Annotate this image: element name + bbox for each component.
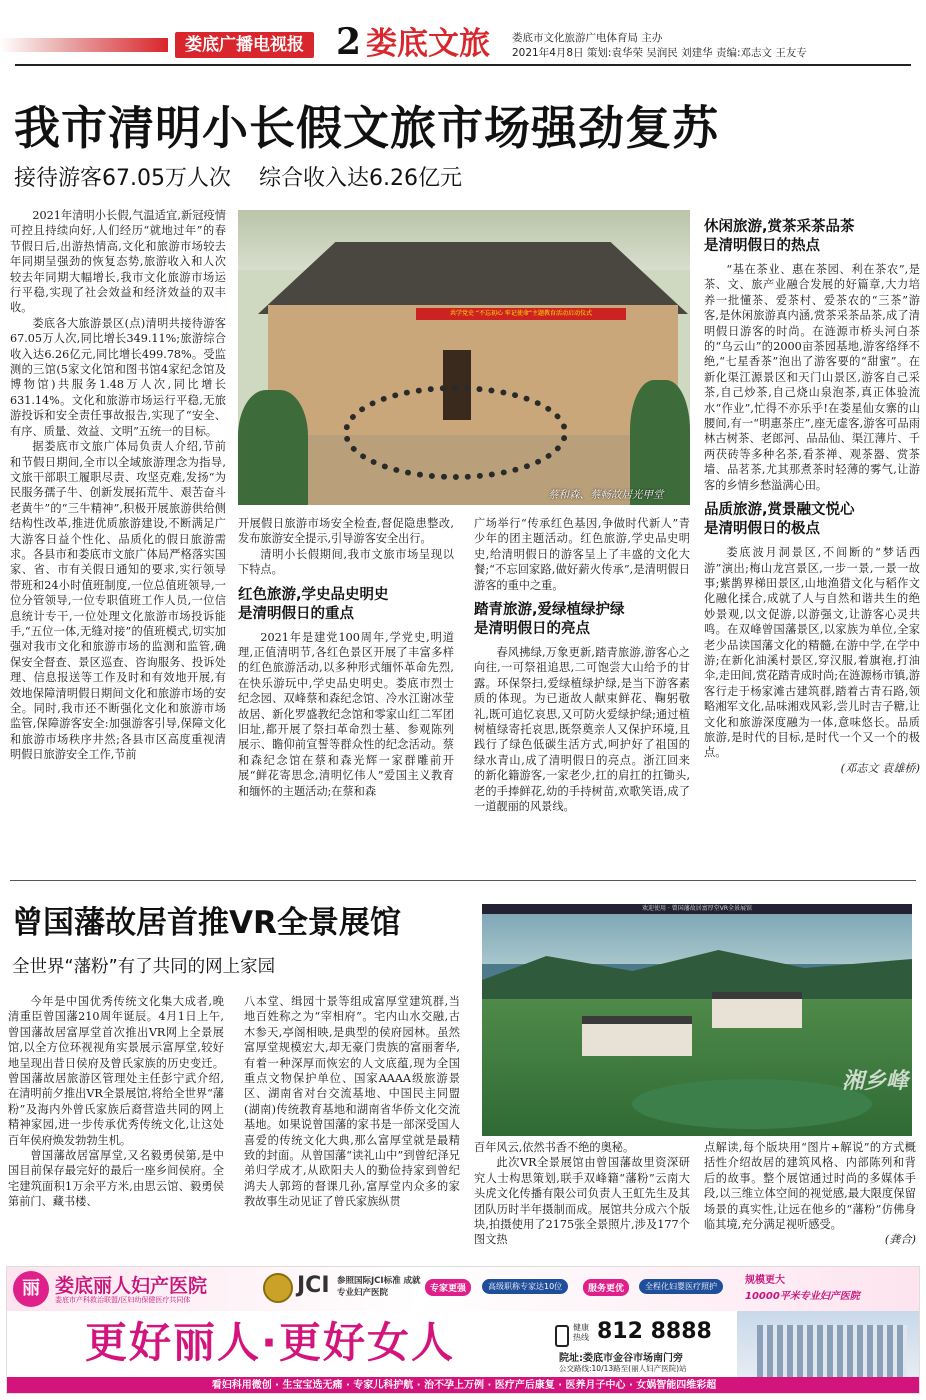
story-divider bbox=[10, 880, 916, 881]
story1-column-3 bbox=[474, 516, 690, 848]
vr-building bbox=[582, 1016, 692, 1056]
badge-experts: 专家更强 bbox=[425, 1279, 471, 1296]
paragraph: “基在茶业、惠在茶园、利在茶农”,是茶、文、旅产业融合发展的好篇章,大力培养一批懂茶、爱茶村、爱茶农的“三茶”游客,是休闲旅游真内涵,赏茶采茶品茶,成了清明假日游客的时尚。在涟源市桥头河白茶的“乌云山”的2000亩茶园基地,游客络绎不绝,“七星香茶”泡出了游客要的“甜蜜”。在新化渠江源景区和天门山景区,游客自己采茶,自己炒茶,自己烧山泉泡茶,真正体验流水“作业”,忙得不亦乐乎!在娄星仙女寨的山腰间,有一“明惠茶庄”,座无虚客,游客可品雨林古树茶、老郎河、品品仙、渠江薄片、千两茯砖等多种名茶,看茶禅、观茶器、赏茶墙、品茗茶,尤其那煮茶时轻薄的雾气,让游客的乡情乡愁溢满心田。 bbox=[704, 263, 920, 492]
paragraph: 广场举行“传承红色基因,争做时代新人”青少年的团主题活动。红色旅游,学史品史明史,给清明假日的游客呈上了丰盛的文化大餐;“不忘回家路,做好薪火传承”,是清明假日游客的重中之重。 bbox=[474, 517, 690, 592]
section-title: 娄底文旅 bbox=[366, 26, 490, 62]
subheading-green-tourism: 踏青旅游,爱绿植绿护绿 是清明假日的亮点 bbox=[474, 602, 625, 638]
scale-text: 10000平米专业妇产医院 bbox=[745, 1291, 860, 1302]
masthead bbox=[0, 0, 926, 62]
paragraph: 曾国藩故居富厚堂,又名毅勇侯第,是中国目前保存最完好的最后一座乡间侯府。全宅建筑面积1万余平方米,由思云馆、毅勇侯第前门、藏书楼、 bbox=[8, 1149, 224, 1209]
bus-route: 公交路线:10/13路至(丽人妇产医院)站 bbox=[559, 1364, 687, 1373]
ad-bottom-strip: 看妇科用微创 · 生宝宝选无痛 · 专家儿科护航 · 治不孕上万例 · 医疗产后康复 · 医养月子中心 · 女娲智能四维彩超 bbox=[7, 1377, 920, 1394]
story2-column-4 bbox=[704, 1140, 916, 1252]
story1-column-2 bbox=[238, 516, 454, 848]
story2-column-3 bbox=[474, 1140, 690, 1252]
jci-logo: JCI bbox=[297, 1273, 330, 1298]
story1-column-4 bbox=[704, 218, 920, 866]
paragraph: 2021年清明小长假,气温适宜,新冠疫情可控且持续向好,人们经历“就地过年”的春节假日后,出游热情高,文化和旅游市场较去年同期呈强劲的恢复态势,旅游收入和人次较去年同期大幅增长,我市文化旅游市场运行平稳,实现了社会效益和经济效益的双丰收。 bbox=[10, 209, 226, 315]
badge-service: 服务更优 bbox=[583, 1279, 629, 1296]
hospital-subtitle: 娄底市产科救治联盟/区妇幼保健医疗共同体 bbox=[55, 1296, 191, 1304]
hospital-building-image bbox=[737, 1311, 920, 1377]
paragraph: 清明小长假期间,我市文旅市场呈现以下特点。 bbox=[238, 547, 454, 577]
vr-title-bar: 欢迎使用 · 曾国藩故居富厚堂VR全景展馆 bbox=[482, 904, 912, 914]
hospital-name: 娄底丽人妇产医院 bbox=[55, 1275, 208, 1297]
story1-subhead: 接待游客67.05万人次 综合收入达6.26亿元 bbox=[14, 166, 462, 191]
paragraph: 开展假日旅游市场安全检查,督促隐患整改,发布旅游安全提示,引导游客安全出行。 bbox=[238, 517, 454, 546]
paragraph: 点解读,每个版块用“图片+解说”的方式概括性介绍故居的建筑风格、内部陈列和背后的故事。整个展馆通过时尚的多媒体手段,以三维立体空间的视觉感,最大限度保留场景的真实性,让远在他乡的“藩粉”仿佛身临其境,充分满足视听感受。 bbox=[704, 1141, 916, 1232]
badge-experts-text: 高级职称专家达10位 bbox=[482, 1279, 568, 1294]
jci-text: 参照国际JCI标准 成就专业妇产医院 bbox=[337, 1276, 421, 1298]
byline: (邓志文 袁雄桥) bbox=[840, 761, 920, 775]
vr-building bbox=[712, 992, 802, 1028]
photo-plants bbox=[238, 390, 308, 505]
photo-caption: 蔡和森、蔡畅故居光甲堂 bbox=[548, 489, 664, 501]
story2-column-2 bbox=[244, 994, 460, 1252]
story2-column-1 bbox=[8, 994, 224, 1252]
paragraph: 娄底波月洞景区,不间断的“梦话西游”演出;梅山龙宫景区,一步一景,一景一故事;紫鹊界梯田景区,山地渔猎文化与稻作文化融化揉合,成就了人与自然和谐共生的绝妙景观,以文促游,以游强文,让游客心灵共鸣。在双峰曾国藩景区,以家族为单位,全家老少品读国藩文化的精髓,在游中学,在学中游;在新化油溪村景区,穿汉服,着旗袍,打油伞,走田间,赏花踏青成时尚;在涟源杨市镇,游客行走于杨家滩古建筑群,踏着古青石路,领略湘军文化,品味湘戏风彩,尝儿时吉子糖,让文化和旅游深度融为一体,意味悠长。品质旅游,是时代的目标,是时代一个又一个的极点。 bbox=[704, 546, 920, 760]
byline: (龚合) bbox=[884, 1233, 916, 1247]
paragraph: 春风拂绿,万象更新,踏青旅游,游客心之向往,一可祭祖追思,二可饱尝大山给予的甘露。环保祭扫,爱绿植绿护绿,是当下游客素质的体现。为已逝故人献束鲜花、鞠躬敬礼,既可追忆哀思,又可防火爱绿护绿;通过植树植绿寄托哀思,既祭奠亲人又保护环境,且践行了绿色低碳生活方式,呵护好了祖国的绿水青山,成了清明假日的亮点。浙江回来的新化籍游客,一家老少,扛的肩扛的扛锄头,老的手捧鲜花,幼的手持树苗,欢歌笑语,成了一道靓丽的风景线。 bbox=[474, 646, 690, 814]
paragraph: 今年是中国优秀传统文化集大成者,晚清重臣曾国藩210周年诞辰。4月1日上午,曾国藩故居富厚堂首次推出VR网上全景展馆,以全方位环视视角实景展示富厚堂,较好地呈现出昔日侯府及曾氏家族的历史变迁。曾国藩故居旅游区管理处主任彭宁武介绍,在清明前夕推出VR全景展馆,将给全世界“藩粉”及海内外曾氏家族后裔营造共同的网上精神家园,进一步传承优秀传统文化,让这处百年侯府焕发勃勃生机。 bbox=[8, 995, 224, 1147]
page-number: 2 bbox=[336, 21, 362, 63]
organizer: 娄底市文化旅游广电体育局 主办 bbox=[512, 32, 663, 44]
hotline-label: 健康热线 bbox=[573, 1323, 589, 1342]
badge-service-text: 全程化妇婴医疗照护 bbox=[639, 1279, 723, 1294]
vr-pond bbox=[632, 1079, 872, 1129]
brand-bar-left bbox=[0, 38, 168, 52]
hospital-advertisement bbox=[6, 1266, 920, 1394]
story1-column-1 bbox=[10, 208, 226, 848]
story1-headline: 我市清明小长假文旅市场强劲复苏 bbox=[14, 101, 719, 155]
paragraph: 据娄底市文旅广体局负责人介绍,节前和节假日期间,全市以全域旅游理念为指导,文旅干部职工履职尽责、攻坚克难,发扬“为民服务孺子牛、创新发展拓荒牛、艰苦奋斗老黄牛”的“三牛精神”,积极开展旅游供给侧结构性改革,推进优质旅游建设,不断满足广大游客日益个性化、品质化的假日旅游需求。各县市和娄底市文旅广体局严格落实国家、省、市有关假日通知的要求,实行领导带班和24小时值班制度,一位总值班领导,一位分管领导,一位专职值班工作人员,一位信息统计专干,一位处理文化旅游市场投诉能手,“五位一体,无缝对接”的值班模式,切实加强对我市文化和旅游市场的监测和监管,确保安全督查、景区巡查、咨询服务、投诉处理、信息报送等工作及时和有效地开展,有效地保障清明假日期间文化和旅游市场的安全。同时,我市还不断强化文化和旅游市场监管,保障游客安全:加强游客引导,保障文化和旅游市场秩序井然;各县市区高度重视清明假日旅游安全工作,节前 bbox=[10, 440, 226, 762]
phone-icon bbox=[555, 1325, 569, 1347]
newspaper-brand: 娄底广播电视报 bbox=[175, 32, 314, 58]
vr-panorama-screenshot bbox=[482, 904, 912, 1136]
jci-seal-icon bbox=[263, 1273, 293, 1303]
subheading-tea-tourism: 休闲旅游,赏茶采茶品茶 是清明假日的热点 bbox=[704, 219, 855, 254]
photo-banner: 共学党史 “不忘初心 牢记使命”主题教育活动启动仪式 bbox=[416, 308, 626, 320]
paragraph: 2021年是建党100周年,学党史,明道理,正值清明节,各红色景区开展了丰富多样的红色旅游活动,以多种形式缅怀革命先烈,在快乐游玩中,学史品史明史。娄底市烈士纪念园、双峰蔡和森纪念馆、冷水江谢冰莹故居、新化罗盛教纪念馆和零家山红二军团旧址,都开展了祭扫革命烈士墓、参观陈列展示、瞻仰前宣誓等群众性的纪念活动。蔡和森纪念馆在蔡和森光辉一家群雕前开展“鲜花寄思念,清明忆伟人”爱国主义教育和缅怀的主题活动;在蔡和森 bbox=[238, 630, 454, 798]
subheading-red-tourism: 红色旅游,学史品史明史 是清明假日的重点 bbox=[238, 586, 389, 622]
paragraph: 娄底各大旅游景区(点)清明共接待游客67.05万人次,同比增长349.11%;旅游综合收入达6.26亿元,同比增长499.78%。受监测的三馆(5家文化馆和图书馆4家纪念馆及博物馆)共服务1.48万人次,同比增长631.14%。文化和旅游市场运行平稳,无旅游投诉和安全责任事故报告,实现了“安全、有序、质量、效益、文明”五统一的目标。 bbox=[10, 316, 226, 438]
hotline-number: 812 8888 bbox=[597, 1319, 712, 1344]
photo-crowd-circle bbox=[343, 385, 568, 480]
building-facade bbox=[757, 1325, 907, 1377]
story2-headline: 曾国藩故居首推VR全景展馆 bbox=[12, 905, 401, 941]
hospital-logo-icon: 丽 bbox=[13, 1271, 49, 1307]
vr-watermark: 湘乡峰 bbox=[842, 1068, 909, 1094]
date-credits: 2021年4月8日 策划:袁华荣 吴润民 刘建华 责编:邓志文 王友专 bbox=[512, 47, 807, 59]
subheading-quality-tourism: 品质旅游,赏景融文悦心 是清明假日的极点 bbox=[704, 502, 855, 538]
paragraph: 八本堂、缉园十景等组成富厚堂建筑群,当地百姓称之为“宰相府”。宅内山水交融,古木参天,亭阁相映,是典型的侯府园林。虽然富厚堂规模宏大,却无豪门贵族的富丽奢华,有着一种深厚而恢宏的人文底蕴,现为全国重点文物保护单位、国家AAAA级旅游景区、湖南省对台交流基地、中国民主同盟(湖南)传统教育基地和湖南省华侨文化交流基地。如果说曾国藩的家书是一部深受国人喜爱的传统文化大典,那么富厚堂就是最精致的封面。从曾国藩“读礼山中”到曾纪泽兄弟归学成才,从欧阳夫人的勤俭持家到曾纪鸿夫人郭筠的督课几孙,富厚堂内众多的家教故事生动见证了曾氏家族纵贯 bbox=[244, 995, 460, 1209]
story2-subhead: 全世界“藩粉”有了共同的网上家园 bbox=[12, 957, 276, 977]
hospital-address: 院址:娄底市金谷市场南门旁 bbox=[559, 1353, 683, 1364]
paragraph: 百年风云,依然书香不绝的奥秘。 bbox=[474, 1141, 635, 1154]
ad-slogan: 更好丽人·更好女人 bbox=[85, 1318, 455, 1367]
paragraph: 此次VR全景展馆由曾国藩故里资深研究人士构思策划,联手双峰籍“藩粉”云南大头虎文化传播有限公司负责人王虹先生及其团队历时半年摄制而成。展馆共分成六个版块,拍摄使用了2175张全景照片,涉及177个图文热 bbox=[474, 1156, 690, 1247]
header-rule bbox=[15, 64, 911, 66]
scale-label: 规模更大 bbox=[745, 1275, 785, 1286]
story1-photo bbox=[238, 210, 690, 505]
